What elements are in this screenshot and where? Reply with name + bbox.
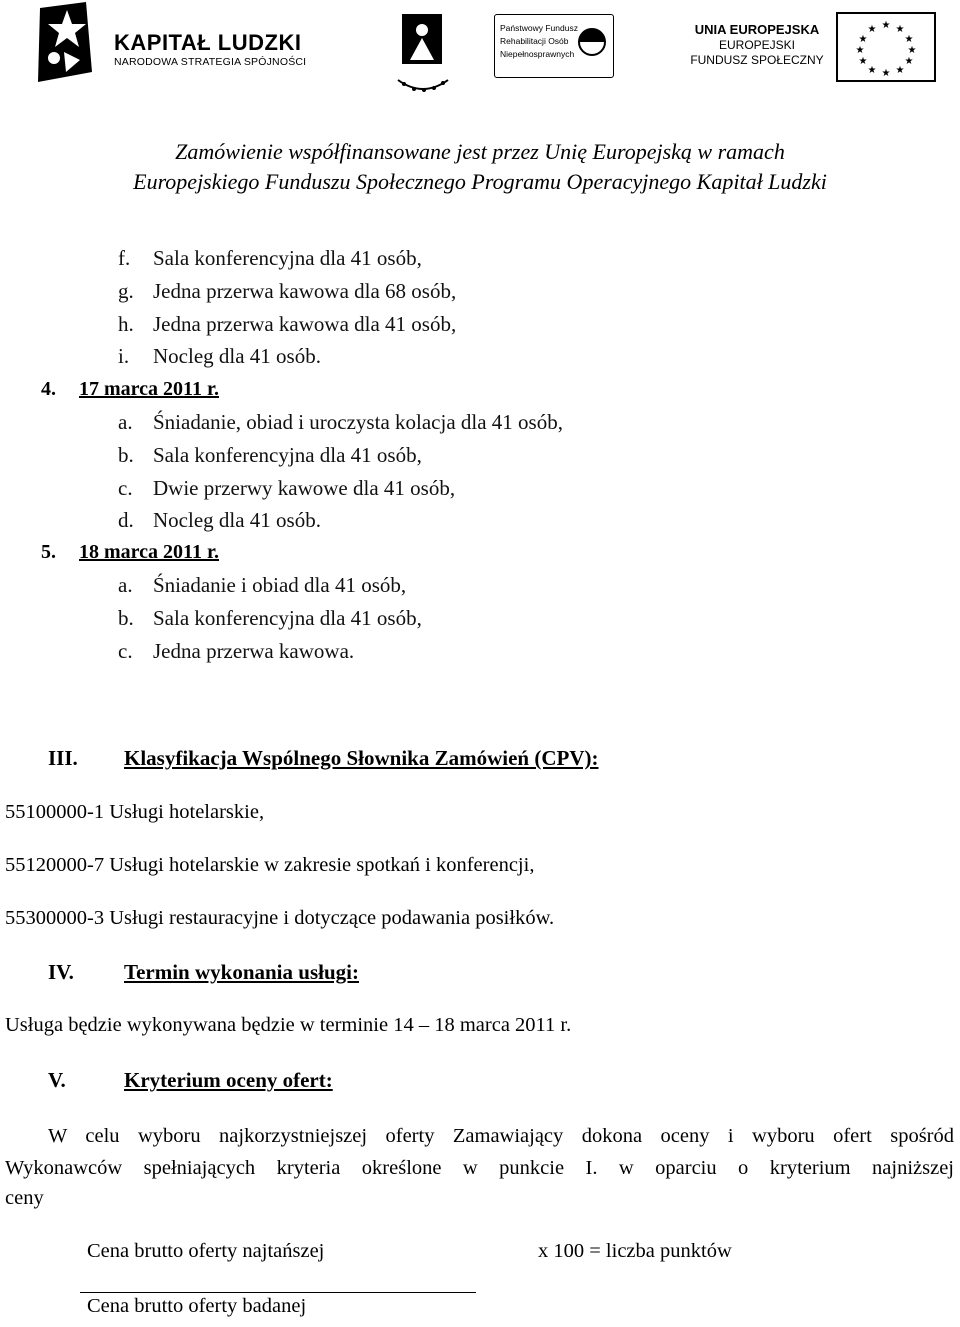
list-text: Sala konferencyjna dla 41 osób,	[153, 246, 422, 270]
svg-text:★: ★	[895, 65, 905, 76]
list-marker: a.	[118, 410, 133, 434]
cpv-code: 55120000-7 Usługi hotelarskie w zakresie spotkań i konferencji,	[5, 854, 535, 876]
cofinancing-note-line-1: Zamówienie współfinansowane jest przez Unię Europejską w ramach	[175, 139, 785, 164]
kapital-ludzki-title: KAPITAŁ LUDZKI	[114, 30, 302, 55]
day-number: 4.	[41, 378, 56, 400]
svg-text:★: ★	[904, 34, 914, 45]
list-marker: i.	[118, 344, 130, 368]
svg-text:★: ★	[867, 24, 877, 35]
pfron-line-2: Rehabilitacji Osób	[500, 36, 569, 46]
svg-text:★: ★	[855, 45, 865, 56]
list-text: Jedna przerwa kawowa dla 68 osób,	[153, 279, 457, 303]
logo-kapital-ludzki	[34, 0, 314, 90]
pfron-line-3: Niepełnosprawnych	[500, 49, 575, 59]
service-term-text: Usługa będzie wykonywana będzie w terminie 14 – 18 marca 2011 r.	[5, 1014, 572, 1036]
kapital-ludzki-star-icon	[34, 2, 96, 86]
svg-text:★: ★	[858, 34, 868, 45]
section-title: Klasyfikacja Wspólnego Słownika Zamówień (CPV):	[124, 746, 599, 770]
pfron-circle-icon	[577, 27, 607, 57]
list-marker: c.	[118, 639, 133, 663]
day-date: 18 marca 2011 r.	[79, 541, 219, 563]
eu-line-2: EUROPEJSKI	[718, 38, 796, 52]
pfron-line-1: Państwowy Fundusz	[500, 23, 578, 33]
section-number: V.	[48, 1068, 66, 1092]
logo-eu-text	[686, 22, 828, 68]
section-title: Termin wykonania usługi:	[124, 960, 359, 984]
fraction-line	[80, 1292, 476, 1293]
svg-text:★: ★	[895, 24, 905, 35]
criteria-paragraph-line-1: W celu wyboru najkorzystniejszej oferty Zamawiający dokona oceny i wyboru ofert spośród	[48, 1125, 954, 1147]
formula-multiplier: x 100 = liczba punktów	[538, 1240, 732, 1262]
svg-text:★: ★	[867, 65, 877, 76]
cofinancing-note-line-2: Europejskiego Funduszu Społecznego Programu Operacyjnego Kapitał Ludzki	[133, 169, 827, 194]
day-number: 5.	[41, 541, 56, 563]
list-marker: c.	[118, 476, 133, 500]
formula-denominator: Cena brutto oferty badanej	[87, 1295, 307, 1317]
svg-text:★: ★	[881, 20, 891, 31]
criteria-paragraph-line-2: Wykonawców spełniających kryteria określone w punkcie I. w oparciu o kryterium najniższej	[5, 1157, 954, 1179]
logo-pfron	[494, 14, 614, 78]
list-text: Dwie przerwy kawowe dla 41 osób,	[153, 476, 456, 500]
cpv-code: 55300000-3 Usługi restauracyjne i dotyczące podawania posiłków.	[5, 907, 555, 929]
section-title: Kryterium oceny ofert:	[124, 1068, 333, 1092]
list-marker: b.	[118, 606, 134, 630]
list-marker: h.	[118, 312, 134, 336]
day-date: 17 marca 2011 r.	[79, 378, 219, 400]
cpv-code: 55100000-1 Usługi hotelarskie,	[5, 801, 265, 823]
eu-line-3: FUNDUSZ SPOŁECZNY	[690, 53, 824, 67]
section-number: III.	[48, 746, 78, 770]
list-text: Sala konferencyjna dla 41 osób,	[153, 606, 422, 630]
list-text: Sala konferencyjna dla 41 osób,	[153, 443, 422, 467]
list-marker: d.	[118, 508, 134, 532]
people-emblem-icon	[388, 8, 458, 98]
list-text: Jedna przerwa kawowa.	[153, 639, 355, 663]
kapital-ludzki-subtitle: NARODOWA STRATEGIA SPÓJNOŚCI	[114, 56, 307, 68]
logo-emblem	[388, 8, 458, 98]
svg-text:★: ★	[881, 68, 891, 79]
list-marker: a.	[118, 573, 133, 597]
criteria-paragraph-line-3: ceny	[5, 1187, 44, 1209]
svg-text:★: ★	[907, 45, 917, 56]
list-text: Śniadanie i obiad dla 41 osób,	[153, 573, 407, 597]
formula-numerator: Cena brutto oferty najtańszej	[87, 1240, 325, 1262]
eu-line-1: UNIA EUROPEJSKA	[694, 22, 820, 37]
list-marker: g.	[118, 279, 134, 303]
list-text: Nocleg dla 41 osób.	[153, 508, 321, 532]
eu-flag-icon	[836, 12, 936, 82]
list-marker: f.	[118, 246, 131, 270]
list-marker: b.	[118, 443, 134, 467]
list-text: Śniadanie, obiad i uroczysta kolacja dla 41 osób,	[153, 410, 563, 434]
svg-text:★: ★	[858, 56, 868, 67]
list-text: Nocleg dla 41 osób.	[153, 344, 321, 368]
list-text: Jedna przerwa kawowa dla 41 osób,	[153, 312, 457, 336]
section-number: IV.	[48, 960, 74, 984]
svg-text:★: ★	[904, 56, 914, 67]
